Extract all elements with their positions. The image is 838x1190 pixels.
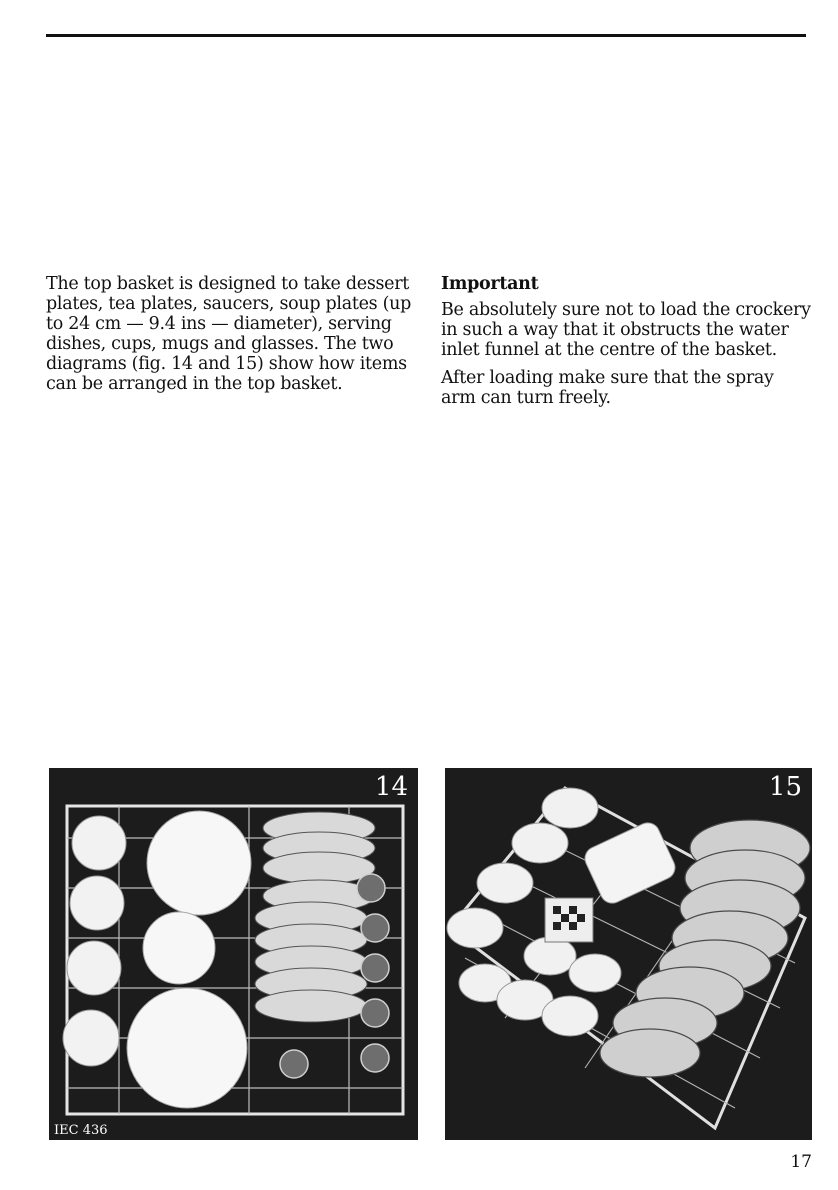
important-heading: Important (441, 274, 539, 294)
page-number: 17 (790, 1152, 812, 1172)
left-column (46, 274, 421, 402)
basket-description: The top basket is designed to take dessert plates, tea plates, saucers, soup plates (up to 24 cm — 9.4 ins — diameter), serving dishes, cups, mugs and glasses. The two diagrams (fig. 14 and 15) show how items can be arranged in the top basket. (46, 274, 411, 394)
figure-14-photo (49, 768, 418, 1140)
figure-number: 14 (374, 772, 408, 802)
figure-15-photo (445, 768, 812, 1140)
loading-warning: Be absolutely sure not to load the crockery in such a way that it obstructs the water inlet funnel at the centre of the basket. (441, 300, 811, 360)
spray-arm-note: After loading make sure that the spray arm can turn freely. (441, 368, 774, 408)
basket-top-view-illustration (49, 768, 418, 1140)
right-column (441, 274, 811, 416)
figure-number: 15 (768, 772, 802, 802)
top-rule (46, 34, 806, 37)
figure-caption: IEC 436 (54, 1123, 108, 1138)
basket-perspective-illustration (445, 768, 812, 1140)
